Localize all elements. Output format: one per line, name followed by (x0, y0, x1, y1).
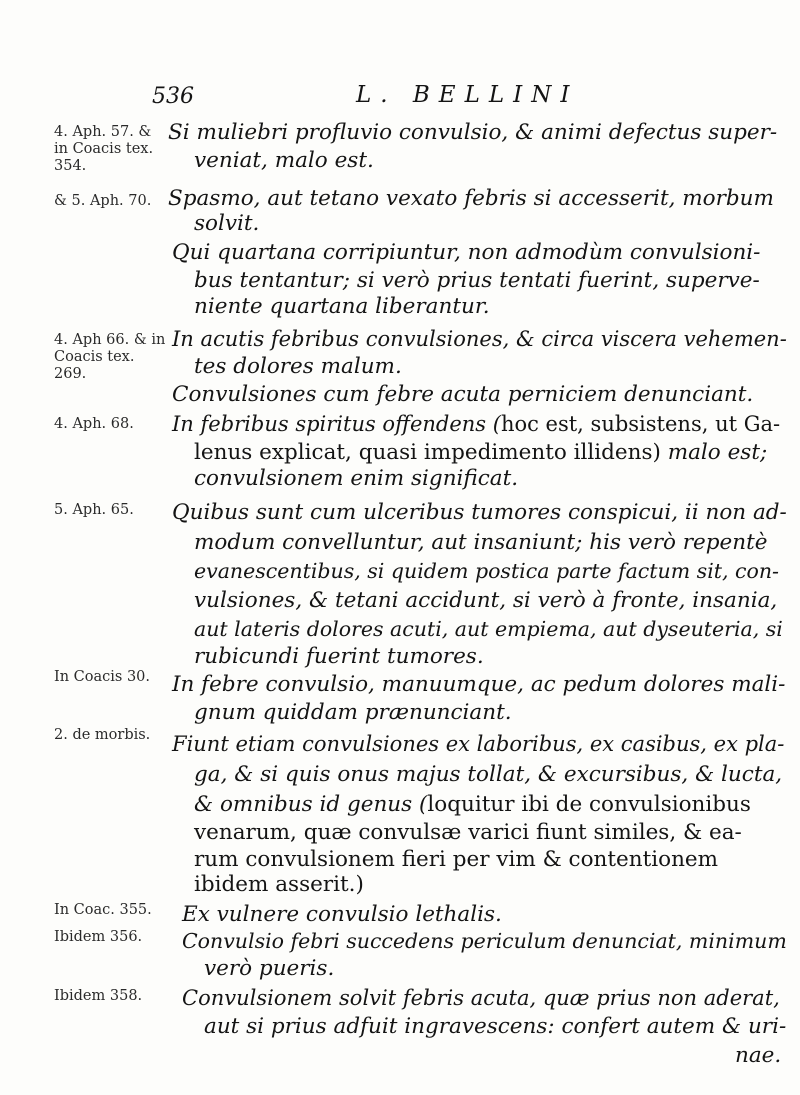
margin-note: 4. Aph. 57. & in Coacis tex. 354. (54, 124, 154, 174)
margin-note: In Coacis 30. (54, 669, 151, 685)
text-line: convulsionem enim significat. (194, 466, 519, 491)
text-line: Si muliebri profluvio convulsio, & animi defectus super- (168, 120, 778, 145)
text-line: bus tentantur; si verò prius tentati fuerint, superve- (194, 268, 760, 293)
text-line: verò pueris. (204, 956, 335, 981)
text-line: Spasmo, aut tetano vexato febris si accesserit, morbum (168, 186, 774, 211)
text-line: evanescentibus, si quidem postica parte factum sit, con- (194, 559, 779, 583)
text-span: hoc est, subsistens, ut Ga- (500, 412, 781, 436)
text-line: Fiunt etiam convulsiones ex laboribus, ex casibus, ex pla- (172, 732, 785, 756)
text-line: Qui quartana corripiuntur, non admodùm convulsioni- (172, 240, 761, 265)
margin-note: Ibidem 358. (54, 988, 143, 1004)
text-line: aut si prius adfuit ingravescens: confert autem & uri- (204, 1014, 787, 1039)
text-line: tes dolores malum. (194, 354, 402, 379)
text-line (194, 792, 751, 817)
text-line (194, 440, 767, 465)
text-span: loquitur ibi de convulsionibus (427, 792, 751, 817)
running-title: L. BELLINI (356, 82, 579, 108)
text-span: malo est; (660, 440, 768, 465)
margin-note: In Coac. 355. (54, 902, 152, 918)
margin-note: 4. Aph. 68. (54, 416, 134, 432)
text-line: solvit. (194, 211, 260, 236)
page-number: 536 (152, 84, 194, 109)
text-line: Convulsio febri succedens periculum denunciat, minimum (182, 929, 787, 953)
text-span: & omnibus id genus ( (194, 792, 428, 817)
text-line: vulsiones, & tetani accidunt, si verò à fronte, insania, (194, 588, 778, 613)
text-line: gnum quiddam prænunciant. (194, 700, 512, 725)
margin-note: 5. Aph. 65. (54, 502, 134, 518)
text-line: In febre convulsio, manuumque, ac pedum dolores mali- (172, 672, 786, 697)
text-line: Convulsionem solvit febris acuta, quæ prius non aderat, (182, 986, 780, 1010)
margin-note: 4. Aph 66. & in Coacis tex. 269. (54, 332, 166, 382)
text-line: rubicundi fuerint tumores. (194, 644, 484, 669)
text-line: In acutis febribus convulsiones, & circa viscera vehemen- (172, 327, 787, 351)
text-span: lenus explicat, quasi impedimento illidens) (194, 440, 661, 465)
margin-note: 2. de morbis. (54, 727, 151, 743)
margin-note: Ibidem 356. (54, 929, 143, 945)
text-line: aut lateris dolores acuti, aut empiema, aut dyseuteria, si (194, 617, 783, 641)
text-line: veniat, malo est. (194, 148, 374, 173)
text-line: venarum, quæ convulsæ varici fiunt similes, & ea- (194, 820, 742, 845)
text-line: Quibus sunt cum ulceribus tumores conspicui, ii non ad- (172, 500, 787, 525)
text-line: Convulsiones cum febre acuta perniciem denunciant. (172, 382, 754, 407)
text-line: niente quartana liberantur. (194, 294, 490, 319)
text-line: ga, & si quis onus majus tollat, & excursibus, & lucta, (194, 762, 783, 787)
text-line: Ex vulnere convulsio lethalis. (182, 902, 502, 927)
margin-note: & 5. Aph. 70. (54, 193, 152, 209)
text-line: ibidem asserit.) (194, 872, 364, 897)
text-span: In febribus spiritus offendens ( (172, 412, 501, 436)
text-line: rum convulsionem fieri per vim & contentionem (194, 847, 719, 872)
text-line: nae. (735, 1043, 782, 1068)
text-line (172, 412, 780, 436)
text-line: modum convelluntur, aut insaniunt; his verò repentè (194, 530, 768, 555)
